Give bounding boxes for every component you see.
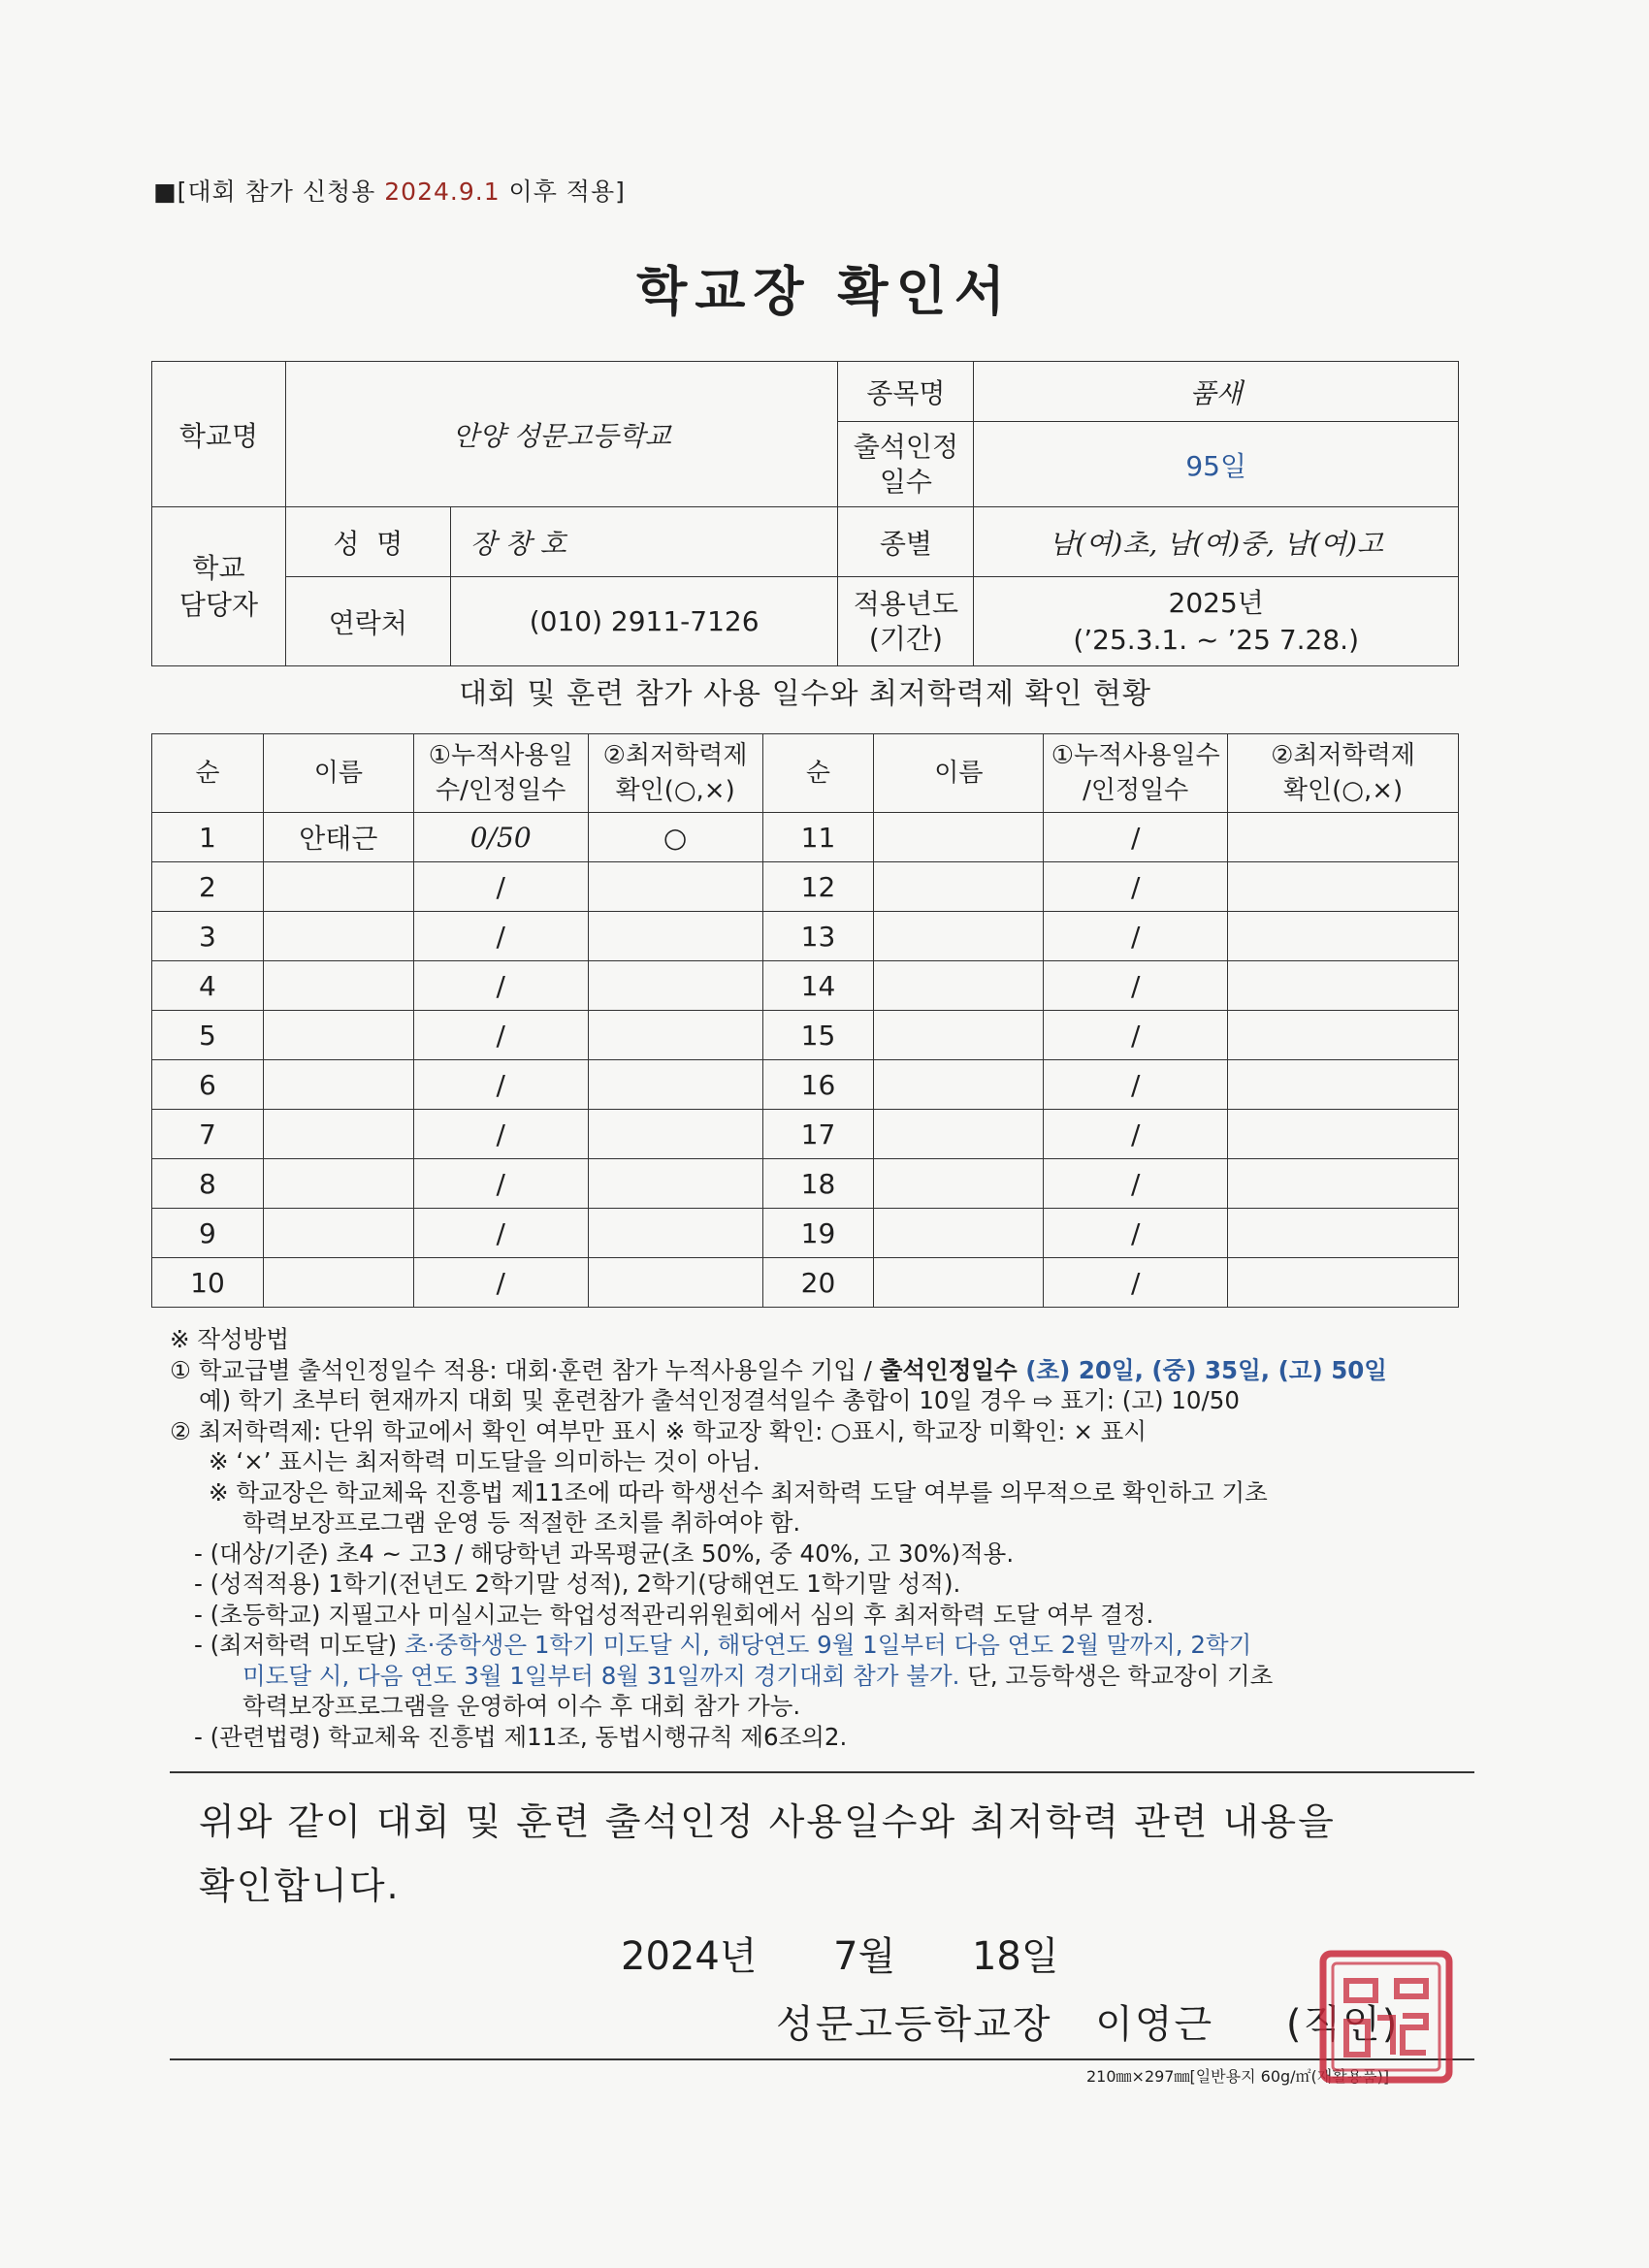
table-cell-check	[588, 1209, 762, 1258]
table-cell-no2: 15	[762, 1011, 874, 1060]
table-row	[152, 1011, 1459, 1060]
table-cell-name	[263, 912, 413, 961]
header-bullet: ■	[153, 178, 178, 206]
table-row	[152, 1110, 1459, 1159]
table-cell-days2: /	[1044, 1060, 1228, 1110]
table-row	[152, 912, 1459, 961]
detail-4-cont	[170, 1661, 1470, 1692]
table-row	[152, 1159, 1459, 1209]
date-day: 18일	[971, 1934, 1059, 1979]
table-cell-name2	[874, 1060, 1044, 1110]
table-cell-name	[263, 961, 413, 1011]
detail-4-a: - (최저학력 미도달)	[194, 1631, 404, 1659]
table-cell-no: 9	[152, 1209, 264, 1258]
table-cell-check	[588, 1258, 762, 1308]
issue-date	[621, 1926, 1059, 1981]
table-cell-no2: 13	[762, 912, 874, 961]
header-suffix: 이후 적용]	[500, 178, 626, 206]
detail-3: - (초등학교) 지필고사 미실시교는 학업성적관리위원회에서 심의 후 최저학력 도달 여부 결정.	[194, 1600, 1154, 1629]
table-cell-name2	[874, 813, 1044, 862]
table-cell-no: 3	[152, 912, 264, 961]
signer-title: 성문고등학교장	[776, 2002, 1052, 2047]
table-cell-check	[588, 961, 762, 1011]
table-cell-no: 1	[152, 813, 264, 862]
attendance-label: 출석인정 일수	[838, 422, 974, 507]
table-cell-check2	[1228, 1159, 1459, 1209]
form-header	[153, 173, 626, 208]
table-cell-days: /	[413, 1110, 588, 1159]
table-cell-check2	[1228, 1258, 1459, 1308]
table-cell-name: 안태근	[263, 813, 413, 862]
table-header-cell: 순	[762, 734, 874, 813]
note-2-law-1: ※ 학교장은 학교체육 진흥법 제11조에 따라 학생선수 최저학력 도달 여부를 의무적으로 확인하고 기초	[209, 1477, 1268, 1507]
table-cell-check2	[1228, 961, 1459, 1011]
table-cell-name2	[874, 1209, 1044, 1258]
table-cell-no: 6	[152, 1060, 264, 1110]
table-header-row	[152, 734, 1459, 813]
table-cell-days2: /	[1044, 862, 1228, 912]
note-1-a: ① 학교급별 출석인정일수 적용: 대회·훈련 참가 누적사용일수 기입 /	[170, 1355, 880, 1384]
date-year: 2024년	[621, 1934, 758, 1979]
table-header-cell: 이름	[263, 734, 413, 813]
table-cell-days: /	[413, 1258, 588, 1308]
table-cell-name2	[874, 862, 1044, 912]
table-cell-days2: /	[1044, 961, 1228, 1011]
table-cell-name2	[874, 912, 1044, 961]
table-cell-no2: 11	[762, 813, 874, 862]
table-cell-days2: /	[1044, 1209, 1228, 1258]
table-cell-days2: /	[1044, 813, 1228, 862]
attendance-value: 95일	[974, 422, 1459, 507]
table-cell-check2	[1228, 1209, 1459, 1258]
category-label: 종별	[838, 507, 974, 577]
seal-label: (직인)	[1285, 2002, 1400, 2047]
table-row	[152, 961, 1459, 1011]
phone-value: (010) 2911-7126	[450, 577, 838, 666]
table-cell-no2: 19	[762, 1209, 874, 1258]
paper-spec: 210㎜×297㎜[일반용지 60g/㎡(재활용품)]	[1086, 2067, 1390, 2086]
detail-2: - (성적적용) 1학기(전년도 2학기말 성적), 2학기(당해연도 1학기말 성적).	[194, 1570, 961, 1598]
table-header-cell: ②최저학력제 확인(○,×)	[588, 734, 762, 813]
table-cell-days: /	[413, 1209, 588, 1258]
table-header-cell: ②최저학력제 확인(○,×)	[1228, 734, 1459, 813]
detail-4-e: 학력보장프로그램을 운영하여 이수 후 대회 참가 가능.	[242, 1692, 801, 1720]
table-header-cell: ①누적사용일수 /인정일수	[1044, 734, 1228, 813]
table-cell-name	[263, 1060, 413, 1110]
table-cell-no2: 20	[762, 1258, 874, 1308]
category-value: 남(여)초, 남(여)중, 남(여)고	[974, 507, 1459, 577]
table-row	[152, 1209, 1459, 1258]
detail-1: - (대상/기준) 초4 ~ 고3 / 해당학년 과목평균(초 50%, 중 40%, 고 30%)적용.	[194, 1539, 1015, 1568]
confirm-line-2: 확인합니다.	[199, 1864, 401, 1907]
confirm-line-1: 위와 같이 대회 및 훈련 출석인정 사용일수와 최저학력 관련 내용을	[199, 1800, 1336, 1843]
divider-top	[170, 1771, 1474, 1773]
note-2: ② 최저학력제: 단위 학교에서 확인 여부만 표시 ※ 학교장 확인: ○표시, 학교장 미확인: × 표시	[170, 1416, 1147, 1445]
table-row	[152, 1258, 1459, 1308]
detail-5: - (관련법령) 학교체육 진흥법 제11조, 동법시행규칙 제6조의2.	[194, 1722, 848, 1751]
table-cell-days: /	[413, 1011, 588, 1060]
table-cell-days: /	[413, 1060, 588, 1110]
table-cell-days: /	[413, 862, 588, 912]
table-cell-check: ○	[588, 813, 762, 862]
table-cell-name	[263, 862, 413, 912]
name-value: 장 창 호	[450, 507, 838, 577]
table-cell-check2	[1228, 1060, 1459, 1110]
note-2-x: ※ ‘×’ 표시는 최저학력 미도달을 의미하는 것이 아님.	[209, 1447, 760, 1475]
detail-4-d: 단, 고등학생은 학교장이 기초	[959, 1661, 1274, 1690]
event-value: 품새	[974, 362, 1459, 422]
name-label: 성 명	[285, 507, 450, 577]
info-table	[151, 361, 1459, 666]
table-cell-check	[588, 1159, 762, 1209]
table-cell-check2	[1228, 813, 1459, 862]
table-cell-days2: /	[1044, 1159, 1228, 1209]
note-1-c: (초) 20일, (중) 35일, (고) 50일	[1025, 1355, 1387, 1384]
signer	[776, 1993, 1399, 2049]
table-cell-check2	[1228, 1110, 1459, 1159]
table-cell-check2	[1228, 1011, 1459, 1060]
detail-4	[170, 1630, 1470, 1661]
phone-label: 연락처	[285, 577, 450, 666]
table-cell-name2	[874, 961, 1044, 1011]
signer-name: 이영근	[1095, 2002, 1214, 2047]
note-1-example: 예) 학기 초부터 현재까지 대회 및 훈련참가 출석인정결석일수 총합이 10일 경우 ⇨ 표기: (고) 10/50	[199, 1386, 1240, 1414]
date-month: 7월	[833, 1934, 896, 1979]
table-cell-days2: /	[1044, 1011, 1228, 1060]
table-cell-name2	[874, 1011, 1044, 1060]
table-cell-no: 10	[152, 1258, 264, 1308]
school-name: 안양 성문고등학교	[285, 362, 838, 507]
table-cell-no2: 17	[762, 1110, 874, 1159]
table-cell-name	[263, 1258, 413, 1308]
year-label: 적용년도 (기간)	[838, 577, 974, 666]
table-cell-name	[263, 1159, 413, 1209]
year-value: 2025년	[1168, 586, 1264, 619]
table-cell-name	[263, 1011, 413, 1060]
table-row	[152, 1060, 1459, 1110]
table-cell-check	[588, 1060, 762, 1110]
table-row	[152, 813, 1459, 862]
confirm-text	[199, 1790, 1460, 1918]
table-cell-no: 2	[152, 862, 264, 912]
table-cell-days2: /	[1044, 1258, 1228, 1308]
table-cell-check	[588, 912, 762, 961]
table-cell-name2	[874, 1159, 1044, 1209]
table-cell-no2: 14	[762, 961, 874, 1011]
table-cell-no2: 18	[762, 1159, 874, 1209]
event-label: 종목명	[838, 362, 974, 422]
table-cell-days2: /	[1044, 1110, 1228, 1159]
table-cell-days2: /	[1044, 912, 1228, 961]
detail-4-b: 초·중학생은 1학기 미도달 시, 해당연도 9월 1일부터 다음 연도 2월 말까지, 2학기	[404, 1631, 1252, 1659]
table-cell-name	[263, 1110, 413, 1159]
table-cell-no: 7	[152, 1110, 264, 1159]
year-cell	[974, 577, 1459, 666]
status-table	[151, 733, 1459, 1308]
table-header-cell: 순	[152, 734, 264, 813]
table-header-cell: 이름	[874, 734, 1044, 813]
contact-label: 학교 담당자	[152, 507, 286, 666]
period-value: (’25.3.1. ~ ’25 7.28.)	[1073, 623, 1359, 656]
table-cell-days: 0/50	[413, 813, 588, 862]
header-prefix: [대회 참가 신청용	[177, 178, 385, 206]
page-title: 학교장 확인서	[636, 261, 1013, 322]
table-cell-days: /	[413, 961, 588, 1011]
table-cell-name2	[874, 1258, 1044, 1308]
table-cell-check2	[1228, 862, 1459, 912]
notes-heading: ※ 작성방법	[170, 1325, 289, 1353]
detail-4-c: 미도달 시, 다음 연도 3월 1일부터 8월 31일까지 경기대회 참가 불가.	[242, 1661, 960, 1690]
note-1-b: 출석인정일수	[879, 1355, 1026, 1384]
table-cell-no2: 12	[762, 862, 874, 912]
table-cell-no: 5	[152, 1011, 264, 1060]
table-cell-name2	[874, 1110, 1044, 1159]
table-cell-name	[263, 1209, 413, 1258]
note-2-law-2: 학력보장프로그램 운영 등 적절한 조치를 취하여야 함.	[242, 1508, 801, 1537]
table-cell-check	[588, 1011, 762, 1060]
school-label: 학교명	[152, 362, 286, 507]
table-cell-no: 4	[152, 961, 264, 1011]
table-row	[152, 862, 1459, 912]
table-cell-check	[588, 862, 762, 912]
table-cell-days: /	[413, 1159, 588, 1209]
divider-bottom	[170, 2058, 1474, 2060]
notes-section	[170, 1324, 1470, 1752]
header-date: 2024.9.1	[384, 178, 501, 206]
note-1	[170, 1355, 1470, 1386]
official-seal-icon	[1317, 1948, 1455, 2086]
table-cell-days: /	[413, 912, 588, 961]
table-cell-check	[588, 1110, 762, 1159]
table-cell-no2: 16	[762, 1060, 874, 1110]
table-cell-check2	[1228, 912, 1459, 961]
table-header-cell: ①누적사용일 수/인정일수	[413, 734, 588, 813]
section-title: 대회 및 훈련 참가 사용 일수와 최저학력제 확인 현황	[459, 677, 1151, 711]
table-cell-no: 8	[152, 1159, 264, 1209]
